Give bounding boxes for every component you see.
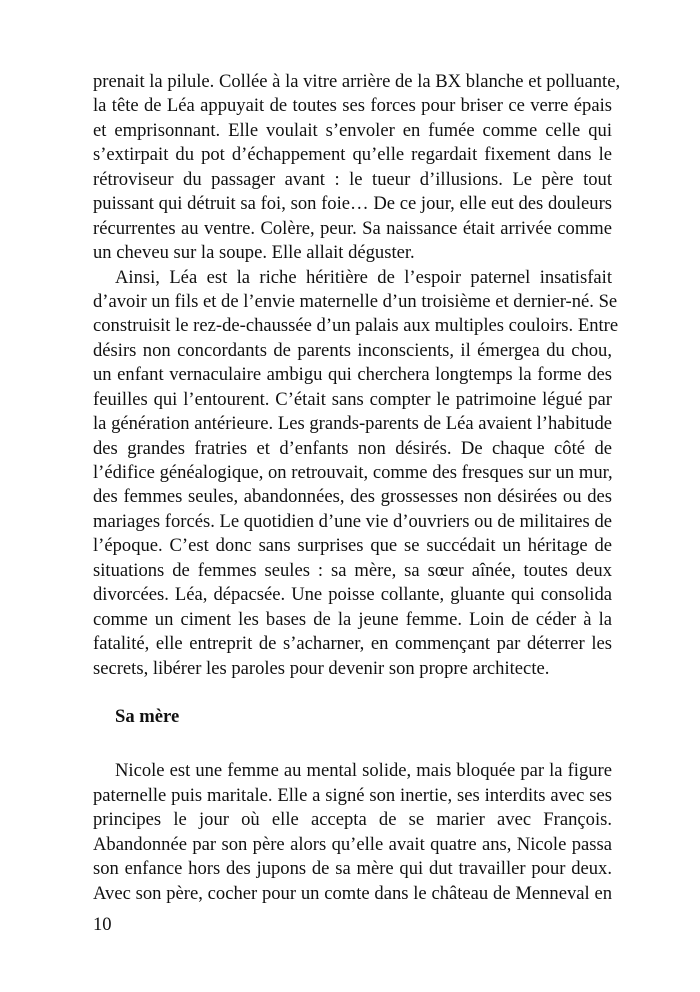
paragraph-2 [93, 266, 619, 681]
section-heading: Sa mère [115, 705, 180, 727]
text-line: la tête de Léa appuyait de toutes ses forces pour briser ce verre épais [93, 95, 612, 117]
text-line: désirs non concordants de parents inconscients, il émergea du chou, [93, 339, 612, 361]
text-line: et emprisonnant. Elle voulait s’envoler en fumée comme celle qui [93, 119, 612, 141]
text-line: comme un ciment les bases de la jeune femme. Loin de céder à la [93, 608, 612, 630]
text-line: l’édifice généalogique, on retrouvait, comme des fresques sur un mur, [93, 462, 613, 483]
text-line: d’avoir un fils et de l’envie maternelle d’un troisième et dernier-né. Se [93, 290, 618, 312]
page-number: 10 [93, 914, 112, 935]
text-line: principes le jour où elle accepta de se marier avec François. [93, 809, 612, 831]
text-line: son enfance hors des jupons de sa mère qui dut travailler pour deux. [93, 858, 612, 880]
text-line: situations de femmes seules : sa mère, sa sœur aînée, toutes deux [93, 559, 612, 581]
text-line: fatalité, elle entreprit de s’acharner, en commençant par déterrer les [93, 633, 612, 655]
text-line: des femmes seules, abandonnées, des grossesses non désirées ou des [93, 486, 612, 508]
paragraph-3 [93, 759, 612, 906]
text-line: puissant qui détruit sa foi, son foie… De ce jour, elle eut des douleurs [93, 193, 612, 215]
text-line: mariages forcés. Le quotidien d’une vie d’ouvriers ou de militaires de [93, 510, 612, 532]
text-line: Ainsi, Léa est la riche héritière de l’espoir paternel insatisfait [115, 266, 612, 288]
text-line: s’extirpait du pot d’échappement qu’elle regardait fixement dans le [93, 144, 612, 166]
text-line: la génération antérieure. Les grands-parents de Léa avaient l’habitude [93, 413, 612, 435]
text-line: l’époque. C’est donc sans surprises que se succédait un héritage de [93, 535, 612, 557]
text-line: rétroviseur du passager avant : le tueur d’illusions. Le père tout [93, 168, 612, 190]
page-body [93, 70, 621, 906]
text-line: un cheveu sur la soupe. Elle allait déguster. [93, 242, 415, 264]
text-line: un enfant vernaculaire ambigu qui cherchera longtemps la forme des [93, 364, 612, 386]
text-line: récurrentes au ventre. Colère, peur. Sa naissance était arrivée comme [93, 217, 612, 239]
text-line: Abandonnée par son père alors qu’elle avait quatre ans, Nicole passa [93, 833, 612, 855]
text-line: secrets, libérer les paroles pour devenir son propre architecte. [93, 657, 550, 679]
text-line: paternelle puis maritale. Elle a signé son inertie, ses interdits avec ses [93, 784, 612, 806]
text-line: prenait la pilule. Collée à la vitre arrière de la BX blanche et polluante, [93, 71, 621, 92]
paragraph-1 [93, 70, 621, 266]
text-line: des grandes fratries et d’enfants non désirés. De chaque côté de [93, 437, 612, 459]
text-line: divorcées. Léa, dépacsée. Une poisse collante, gluante qui consolida [93, 584, 612, 606]
text-line: Avec son père, cocher pour un comte dans le château de Menneval en [93, 882, 612, 904]
text-line: Nicole est une femme au mental solide, mais bloquée par la figure [115, 760, 612, 782]
text-line: construisit le rez-de-chaussée d’un palais aux multiples couloirs. Entre [93, 315, 619, 337]
text-line: feuilles qui l’entourent. C’était sans compter le patrimoine légué par [93, 388, 612, 410]
